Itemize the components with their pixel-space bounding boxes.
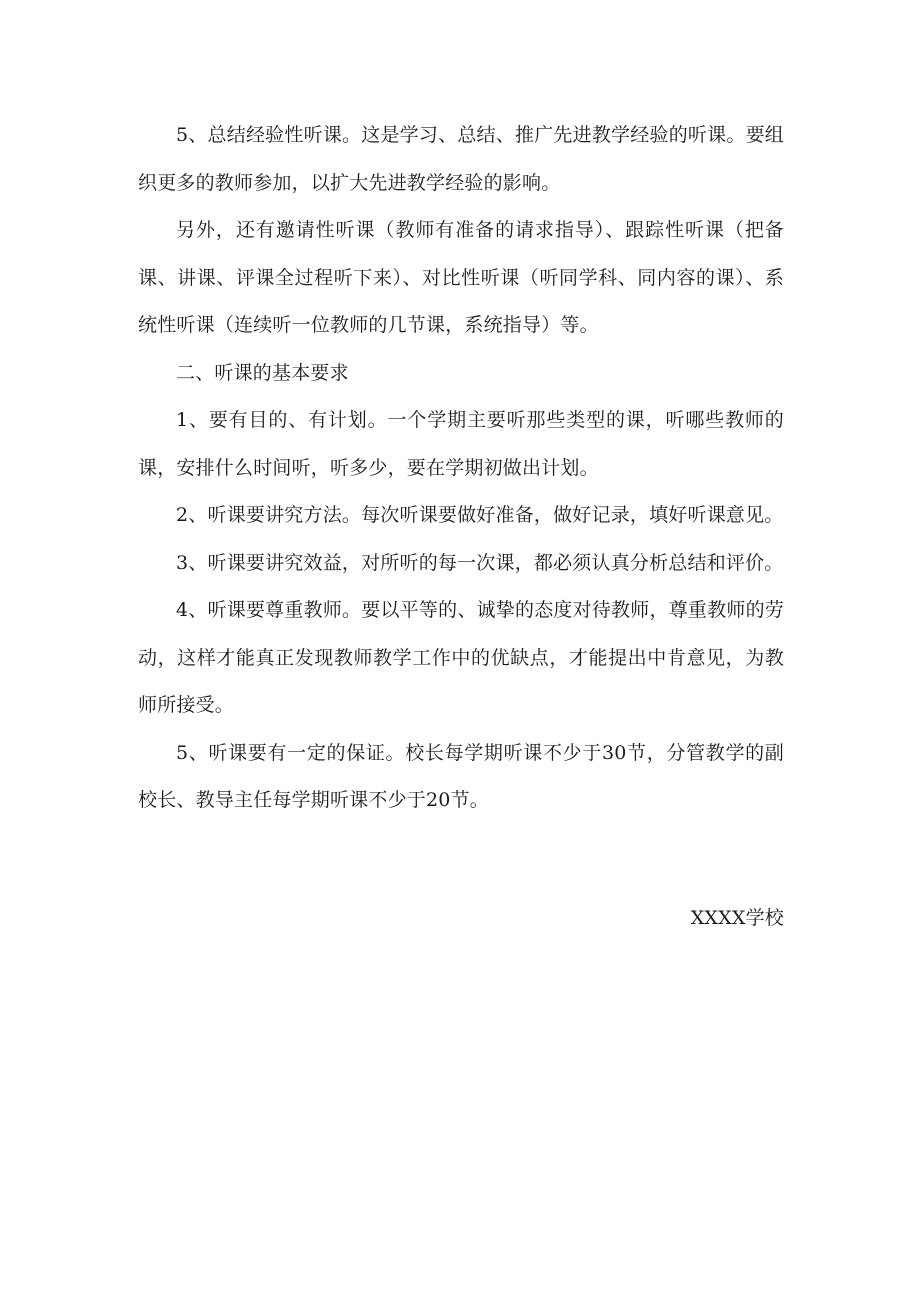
section-heading-requirements: 二、听课的基本要求 [176,361,349,384]
paragraph-requirement-4: 4、听课要尊重教师。要以平等的、诚挚的态度对待教师，尊重教师的劳动，这样才能真正发现教师教学工作中的优缺点，才能提出中肯意见，为教师所接受。 [138,599,784,716]
paragraph-requirement-2: 2、听课要讲究方法。每次听课要做好准备，做好记录，填好听课意见。 [176,504,784,526]
paragraph-requirement-3: 3、听课要讲究效益，对所听的每一次课，都必须认真分析总结和评价。 [176,551,784,574]
paragraph-requirement-1: 1、要有目的、有计划。一个学期主要听那些类型的课，听哪些教师的课，安排什么时间听，听多少，要在学期初做出计划。 [138,409,784,479]
paragraph-requirement-5: 5、听课要有一定的保证。校长每学期听课不少于30节，分管教学的副校长、教导主任每学期听课不少于20节。 [138,741,784,811]
document-body [138,112,784,825]
paragraph-summary-lesson: 5、总结经验性听课。这是学习、总结、推广先进教学经验的听课。要组织更多的教师参加，以扩大先进教学经验的影响。 [138,124,784,194]
paragraph-other-lesson-types: 另外，还有邀请性听课（教师有准备的请求指导）、跟踪性听课（把备课、讲课、评课全过程听下来）、对比性听课（听同学科、同内容的课）、系统性听课（连续听一位教师的几节课，系统指导）等。 [138,219,784,336]
school-signature: XXXX学校 [690,907,784,929]
